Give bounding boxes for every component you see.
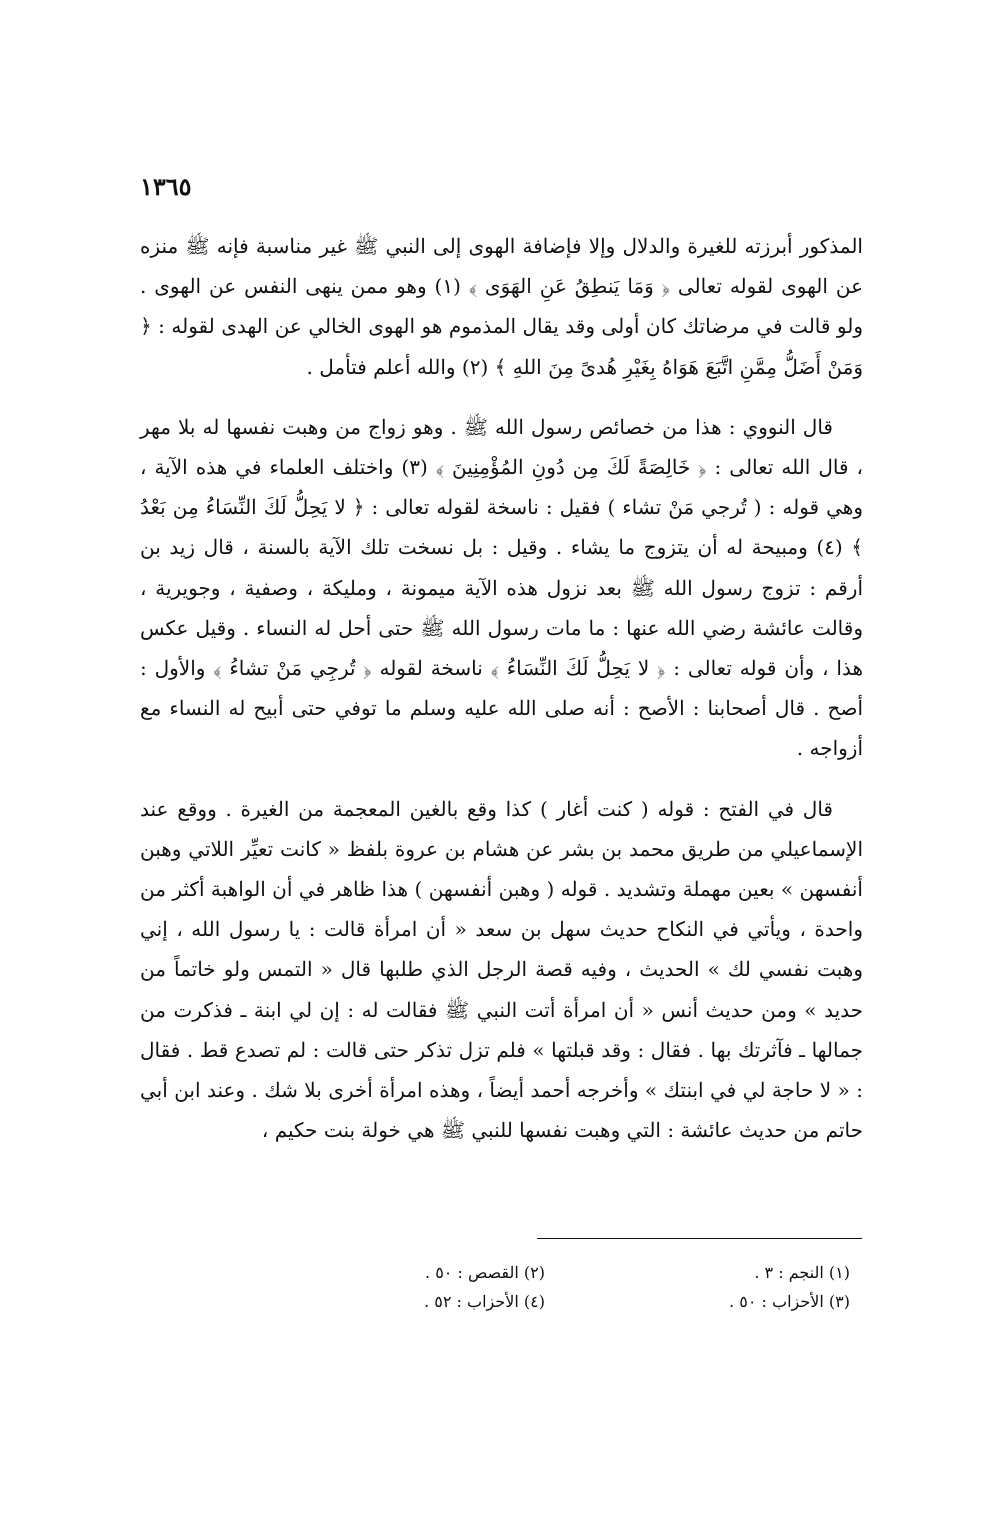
paragraph-1: المذكور أبرزته للغيرة والدلال وإلا فإضافة الهوى إلى النبي ﷺ غير مناسبة فإنه ﷺ منزه عن الهوى لقوله تعالى ﴿ وَمَا يَنطِقُ عَنِ الهَوَى ﴾ (١) وهو ممن ينهى النفس عن الهوى . ولو قالت في مرضاتك كان أولى وقد يقال المذموم هو الهوى الخالي عن الهدى لقوله : ﴿ وَمَنْ أَضَلُّ مِمَّنِ اتَّبَعَ هَوَاهُ بِغَيْرِ هُدىً مِنَ اللهِ ﴾ (٢) والله أعلم فتأمل . <box>140 234 863 379</box>
paragraph-2: قال النووي : هذا من خصائص رسول الله ﷺ . وهو زواج من وهبت نفسها له بلا مهر ، قال الله تعالى : ﴿ خَالِصَةً لَكَ مِن دُونِ المُؤْمِنِينَ ﴾ (٣) واختلف العلماء في هذه الآية ، وهي قوله : ( تُرجي مَنْ تشاء ) فقيل : ناسخة لقوله تعالى : ﴿ لا يَحِلُّ لَكَ النِّسَاءُ مِن بَعْدُ ﴾ (٤) ومبيحة له أن يتزوج ما يشاء . وقيل : بل نسخت تلك الآية بالسنة ، قال زيد بن أرقم : تزوج رسول الله ﷺ بعد نزول هذه الآية ميمونة ، ومليكة ، وصفية ، وجويرية ، وقالت عائشة رضي الله عنها : ما مات رسول الله ﷺ حتى أحل له النساء . وقيل عكس هذا ، وأن قوله تعالى : ﴿ لا يَحِلُّ لَكَ النِّسَاءُ ﴾ ناسخة لقوله ﴿ تُرجِي مَنْ تشاءُ ﴾ والأول : أصح . قال أصحابنا : الأصح : أنه صلى الله عليه وسلم ما توفي حتى أبيح له النساء مع أزواجه . <box>140 414 863 761</box>
footnote-row <box>240 1258 850 1287</box>
footnote-row <box>240 1287 850 1316</box>
footnote-3: (٣) الأحزاب : ٥٠ . <box>729 1292 850 1311</box>
body-text <box>140 226 863 1150</box>
footnote-4: (٤) الأحزاب : ٥٢ . <box>424 1292 545 1311</box>
paragraph-3: قال في الفتح : قوله ( كنت أغار ) كذا وقع بالغين المعجمة من الغيرة . ووقع عند الإسماعيلي من طريق محمد بن بشر عن هشام بن عروة بلفظ « كانت تعيِّر اللاتي وهبن أنفسهن » بعين مهملة وتشديد . قوله ( وهبن أنفسهن ) هذا ظاهر في أن الواهبة أكثر من واحدة ، ويأتي في النكاح حديث سهل بن سعد « أن امرأة قالت : يا رسول الله ، إني وهبت نفسي لك » الحديث ، وفيه قصة الرجل الذي طلبها قال « التمس ولو خاتماً من حديد » ومن حديث أنس « أن امرأة أتت النبي ﷺ فقالت له : إن لي ابنة ـ فذكرت من جمالها ـ فآثرتك بها . فقال : وقد قبلتها » فلم تزل تذكر حتى قالت : لم تصدع قط . فقال : « لا حاجة لي في ابنتك » وأخرجه أحمد أيضاً ، وهذه امرأة أخرى بلا شك . وعند ابن أبي حاتم من حديث عائشة : التي وهبت نفسها للنبي ﷺ هي خولة بنت حكيم ، <box>140 796 863 1143</box>
footnote-divider <box>537 1238 862 1239</box>
footnote-1: (١) النجم : ٣ . <box>754 1263 850 1282</box>
footnotes <box>240 1258 850 1316</box>
page-number: ١٣٦٥ <box>140 172 192 201</box>
footnote-2: (٢) القصص : ٥٠ . <box>425 1263 545 1282</box>
